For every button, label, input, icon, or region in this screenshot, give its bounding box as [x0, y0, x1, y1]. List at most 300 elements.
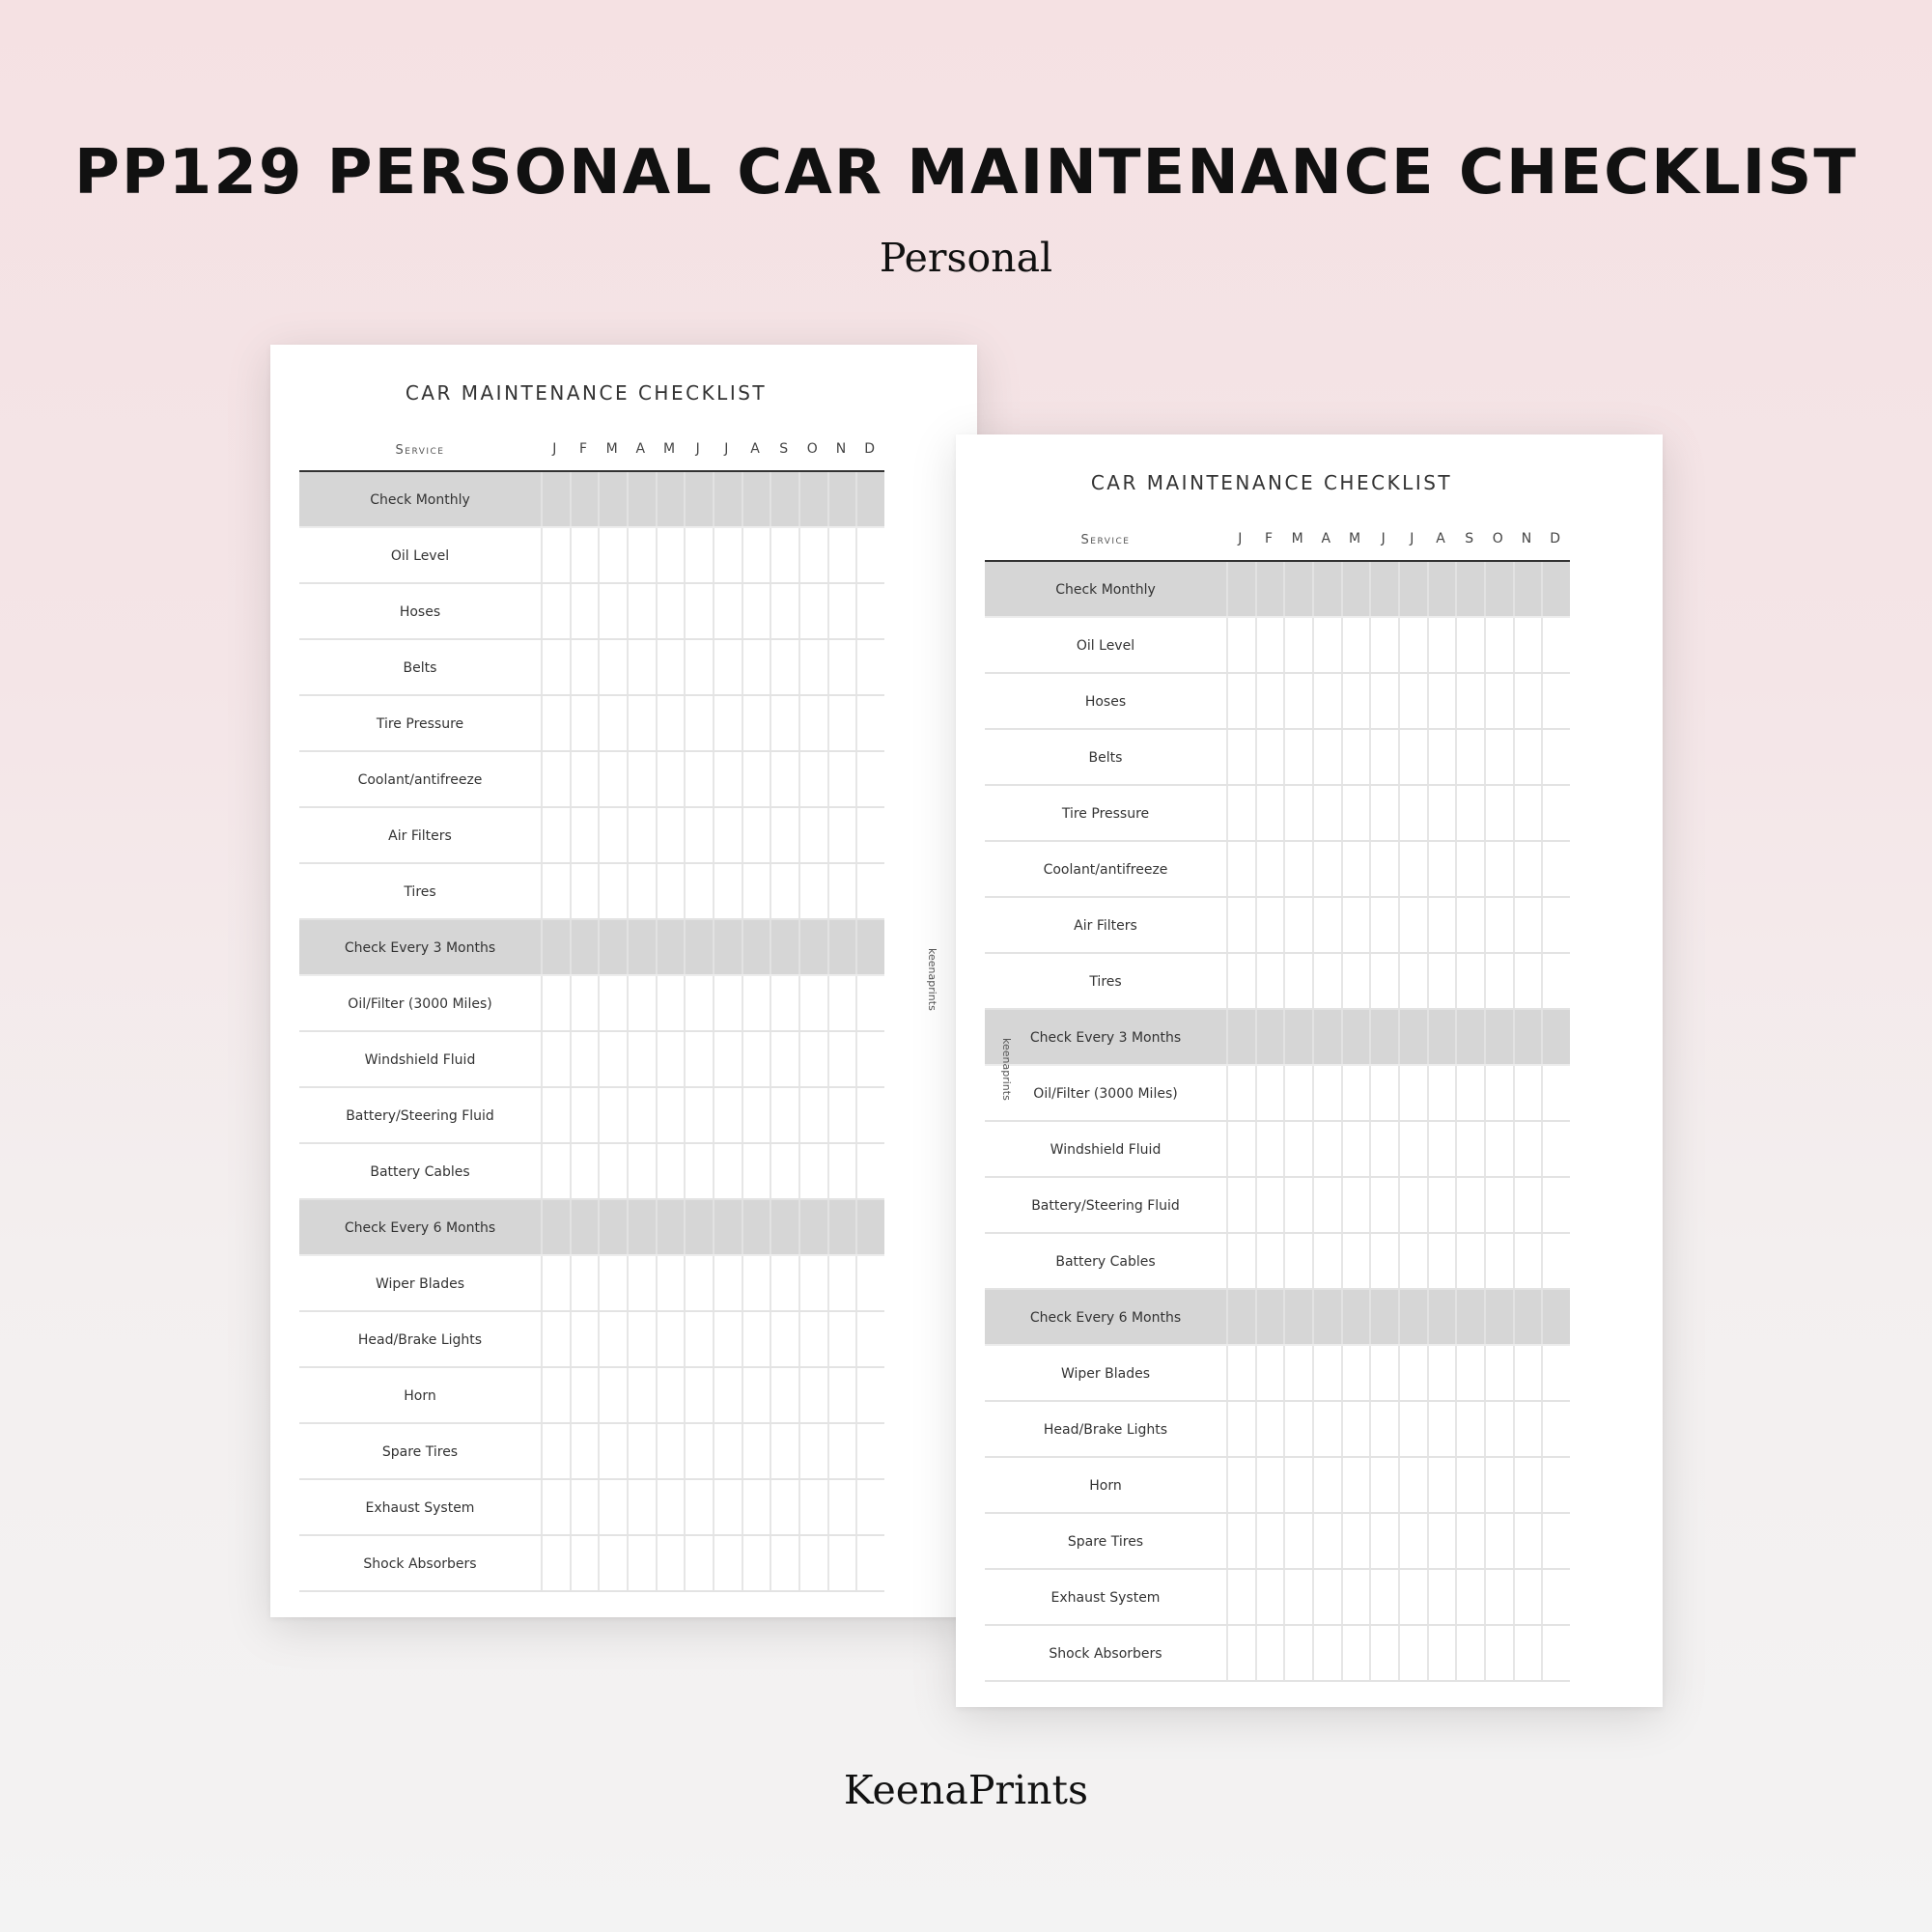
- checkbox-cell[interactable]: [1427, 618, 1456, 672]
- checkbox-cell[interactable]: [798, 864, 827, 918]
- checkbox-cell[interactable]: [1484, 730, 1513, 784]
- checkbox-cell[interactable]: [855, 640, 884, 694]
- checkbox-cell[interactable]: [1398, 786, 1427, 840]
- checkbox-cell[interactable]: [627, 1088, 656, 1142]
- checkbox-cell[interactable]: [1283, 786, 1312, 840]
- checkbox-cell[interactable]: [770, 1144, 798, 1198]
- checkbox-cell[interactable]: [1427, 1122, 1456, 1176]
- checkbox-cell[interactable]: [1369, 1178, 1398, 1232]
- checkbox-cell[interactable]: [1369, 1346, 1398, 1400]
- checkbox-cell[interactable]: [1283, 1178, 1312, 1232]
- checkbox-cell[interactable]: [684, 1312, 713, 1366]
- checkbox-cell[interactable]: [855, 584, 884, 638]
- checkbox-cell[interactable]: [1341, 1122, 1370, 1176]
- checkbox-cell[interactable]: [1398, 1178, 1427, 1232]
- checkbox-cell[interactable]: [684, 1536, 713, 1590]
- checkbox-cell[interactable]: [855, 864, 884, 918]
- checkbox-cell[interactable]: [827, 1032, 856, 1086]
- checkbox-cell[interactable]: [656, 1256, 685, 1310]
- checkbox-cell[interactable]: [713, 752, 742, 806]
- checkbox-cell[interactable]: [1541, 1346, 1570, 1400]
- checkbox-cell[interactable]: [1283, 1570, 1312, 1624]
- checkbox-cell[interactable]: [1369, 1458, 1398, 1512]
- checkbox-cell[interactable]: [627, 752, 656, 806]
- checkbox-cell[interactable]: [1226, 898, 1255, 952]
- checkbox-cell[interactable]: [827, 1256, 856, 1310]
- checkbox-cell[interactable]: [1226, 1514, 1255, 1568]
- checkbox-cell[interactable]: [713, 696, 742, 750]
- checkbox-cell[interactable]: [770, 808, 798, 862]
- checkbox-cell[interactable]: [1427, 1066, 1456, 1120]
- checkbox-cell[interactable]: [1427, 1234, 1456, 1288]
- checkbox-cell[interactable]: [1427, 674, 1456, 728]
- checkbox-cell[interactable]: [684, 1144, 713, 1198]
- checkbox-cell[interactable]: [1484, 842, 1513, 896]
- checkbox-cell[interactable]: [598, 752, 627, 806]
- checkbox-cell[interactable]: [598, 1480, 627, 1534]
- checkbox-cell[interactable]: [570, 584, 599, 638]
- checkbox-cell[interactable]: [598, 1256, 627, 1310]
- checkbox-cell[interactable]: [742, 1312, 770, 1366]
- checkbox-cell[interactable]: [1341, 1178, 1370, 1232]
- checkbox-cell[interactable]: [1541, 674, 1570, 728]
- checkbox-cell[interactable]: [1427, 1626, 1456, 1680]
- checkbox-cell[interactable]: [1455, 1402, 1484, 1456]
- checkbox-cell[interactable]: [1513, 786, 1542, 840]
- checkbox-cell[interactable]: [713, 1536, 742, 1590]
- checkbox-cell[interactable]: [684, 1480, 713, 1534]
- checkbox-cell[interactable]: [570, 1536, 599, 1590]
- checkbox-cell[interactable]: [798, 1256, 827, 1310]
- checkbox-cell[interactable]: [1255, 786, 1284, 840]
- checkbox-cell[interactable]: [627, 1144, 656, 1198]
- checkbox-cell[interactable]: [541, 1032, 570, 1086]
- checkbox-cell[interactable]: [570, 1480, 599, 1534]
- checkbox-cell[interactable]: [713, 1144, 742, 1198]
- checkbox-cell[interactable]: [1513, 1346, 1542, 1400]
- checkbox-cell[interactable]: [713, 1256, 742, 1310]
- checkbox-cell[interactable]: [570, 976, 599, 1030]
- checkbox-cell[interactable]: [827, 1368, 856, 1422]
- checkbox-cell[interactable]: [1541, 786, 1570, 840]
- checkbox-cell[interactable]: [742, 808, 770, 862]
- checkbox-cell[interactable]: [742, 1256, 770, 1310]
- checkbox-cell[interactable]: [1513, 1458, 1542, 1512]
- checkbox-cell[interactable]: [1255, 618, 1284, 672]
- checkbox-cell[interactable]: [1427, 730, 1456, 784]
- checkbox-cell[interactable]: [713, 1312, 742, 1366]
- checkbox-cell[interactable]: [570, 1256, 599, 1310]
- checkbox-cell[interactable]: [713, 584, 742, 638]
- checkbox-cell[interactable]: [1455, 730, 1484, 784]
- checkbox-cell[interactable]: [1369, 1570, 1398, 1624]
- checkbox-cell[interactable]: [1455, 618, 1484, 672]
- checkbox-cell[interactable]: [1283, 1514, 1312, 1568]
- checkbox-cell[interactable]: [1255, 1066, 1284, 1120]
- checkbox-cell[interactable]: [770, 864, 798, 918]
- checkbox-cell[interactable]: [1427, 954, 1456, 1008]
- checkbox-cell[interactable]: [656, 1424, 685, 1478]
- checkbox-cell[interactable]: [541, 808, 570, 862]
- checkbox-cell[interactable]: [1398, 1570, 1427, 1624]
- checkbox-cell[interactable]: [656, 752, 685, 806]
- checkbox-cell[interactable]: [1283, 1066, 1312, 1120]
- checkbox-cell[interactable]: [1341, 618, 1370, 672]
- checkbox-cell[interactable]: [627, 640, 656, 694]
- checkbox-cell[interactable]: [742, 752, 770, 806]
- checkbox-cell[interactable]: [1398, 1402, 1427, 1456]
- checkbox-cell[interactable]: [1226, 1122, 1255, 1176]
- checkbox-cell[interactable]: [656, 864, 685, 918]
- checkbox-cell[interactable]: [684, 584, 713, 638]
- checkbox-cell[interactable]: [1255, 954, 1284, 1008]
- checkbox-cell[interactable]: [1398, 618, 1427, 672]
- checkbox-cell[interactable]: [1226, 674, 1255, 728]
- checkbox-cell[interactable]: [1541, 1458, 1570, 1512]
- checkbox-cell[interactable]: [1484, 1458, 1513, 1512]
- checkbox-cell[interactable]: [570, 1312, 599, 1366]
- checkbox-cell[interactable]: [855, 696, 884, 750]
- checkbox-cell[interactable]: [1455, 842, 1484, 896]
- checkbox-cell[interactable]: [855, 1144, 884, 1198]
- checkbox-cell[interactable]: [1341, 842, 1370, 896]
- checkbox-cell[interactable]: [1398, 674, 1427, 728]
- checkbox-cell[interactable]: [1369, 786, 1398, 840]
- checkbox-cell[interactable]: [656, 640, 685, 694]
- checkbox-cell[interactable]: [570, 1424, 599, 1478]
- checkbox-cell[interactable]: [1341, 1066, 1370, 1120]
- checkbox-cell[interactable]: [541, 1368, 570, 1422]
- checkbox-cell[interactable]: [1541, 1066, 1570, 1120]
- checkbox-cell[interactable]: [713, 1032, 742, 1086]
- checkbox-cell[interactable]: [1369, 1626, 1398, 1680]
- checkbox-cell[interactable]: [1513, 1626, 1542, 1680]
- checkbox-cell[interactable]: [598, 1312, 627, 1366]
- checkbox-cell[interactable]: [770, 976, 798, 1030]
- checkbox-cell[interactable]: [1513, 898, 1542, 952]
- checkbox-cell[interactable]: [541, 1536, 570, 1590]
- checkbox-cell[interactable]: [684, 1256, 713, 1310]
- checkbox-cell[interactable]: [1513, 842, 1542, 896]
- checkbox-cell[interactable]: [1341, 1570, 1370, 1624]
- checkbox-cell[interactable]: [656, 1312, 685, 1366]
- checkbox-cell[interactable]: [1226, 1234, 1255, 1288]
- checkbox-cell[interactable]: [1255, 1402, 1284, 1456]
- checkbox-cell[interactable]: [1455, 674, 1484, 728]
- checkbox-cell[interactable]: [1541, 1234, 1570, 1288]
- checkbox-cell[interactable]: [1369, 1402, 1398, 1456]
- checkbox-cell[interactable]: [1312, 618, 1341, 672]
- checkbox-cell[interactable]: [1255, 1346, 1284, 1400]
- checkbox-cell[interactable]: [1541, 1514, 1570, 1568]
- checkbox-cell[interactable]: [1398, 730, 1427, 784]
- checkbox-cell[interactable]: [1455, 898, 1484, 952]
- checkbox-cell[interactable]: [598, 976, 627, 1030]
- checkbox-cell[interactable]: [1226, 1066, 1255, 1120]
- checkbox-cell[interactable]: [541, 752, 570, 806]
- checkbox-cell[interactable]: [684, 1424, 713, 1478]
- checkbox-cell[interactable]: [570, 1032, 599, 1086]
- checkbox-cell[interactable]: [770, 640, 798, 694]
- checkbox-cell[interactable]: [713, 528, 742, 582]
- checkbox-cell[interactable]: [827, 1088, 856, 1142]
- checkbox-cell[interactable]: [742, 528, 770, 582]
- checkbox-cell[interactable]: [598, 1368, 627, 1422]
- checkbox-cell[interactable]: [1484, 674, 1513, 728]
- checkbox-cell[interactable]: [770, 1536, 798, 1590]
- checkbox-cell[interactable]: [656, 1032, 685, 1086]
- checkbox-cell[interactable]: [1341, 1346, 1370, 1400]
- checkbox-cell[interactable]: [713, 808, 742, 862]
- checkbox-cell[interactable]: [1398, 1234, 1427, 1288]
- checkbox-cell[interactable]: [855, 1368, 884, 1422]
- checkbox-cell[interactable]: [1283, 1402, 1312, 1456]
- checkbox-cell[interactable]: [1398, 842, 1427, 896]
- checkbox-cell[interactable]: [684, 696, 713, 750]
- checkbox-cell[interactable]: [827, 1536, 856, 1590]
- checkbox-cell[interactable]: [570, 640, 599, 694]
- checkbox-cell[interactable]: [1484, 1066, 1513, 1120]
- checkbox-cell[interactable]: [742, 640, 770, 694]
- checkbox-cell[interactable]: [855, 1480, 884, 1534]
- checkbox-cell[interactable]: [1255, 1458, 1284, 1512]
- checkbox-cell[interactable]: [598, 1424, 627, 1478]
- checkbox-cell[interactable]: [684, 976, 713, 1030]
- checkbox-cell[interactable]: [1369, 954, 1398, 1008]
- checkbox-cell[interactable]: [1455, 1122, 1484, 1176]
- checkbox-cell[interactable]: [1427, 842, 1456, 896]
- checkbox-cell[interactable]: [1427, 1346, 1456, 1400]
- checkbox-cell[interactable]: [598, 1144, 627, 1198]
- checkbox-cell[interactable]: [541, 976, 570, 1030]
- checkbox-cell[interactable]: [1541, 1570, 1570, 1624]
- checkbox-cell[interactable]: [742, 1144, 770, 1198]
- checkbox-cell[interactable]: [598, 640, 627, 694]
- checkbox-cell[interactable]: [1226, 730, 1255, 784]
- checkbox-cell[interactable]: [684, 528, 713, 582]
- checkbox-cell[interactable]: [798, 752, 827, 806]
- checkbox-cell[interactable]: [770, 1032, 798, 1086]
- checkbox-cell[interactable]: [1255, 730, 1284, 784]
- checkbox-cell[interactable]: [1541, 1178, 1570, 1232]
- checkbox-cell[interactable]: [713, 1480, 742, 1534]
- checkbox-cell[interactable]: [541, 528, 570, 582]
- checkbox-cell[interactable]: [1484, 786, 1513, 840]
- checkbox-cell[interactable]: [627, 584, 656, 638]
- checkbox-cell[interactable]: [627, 864, 656, 918]
- checkbox-cell[interactable]: [656, 1368, 685, 1422]
- checkbox-cell[interactable]: [713, 1368, 742, 1422]
- checkbox-cell[interactable]: [656, 528, 685, 582]
- checkbox-cell[interactable]: [1455, 1514, 1484, 1568]
- checkbox-cell[interactable]: [855, 1088, 884, 1142]
- checkbox-cell[interactable]: [1226, 1570, 1255, 1624]
- checkbox-cell[interactable]: [570, 528, 599, 582]
- checkbox-cell[interactable]: [798, 1032, 827, 1086]
- checkbox-cell[interactable]: [827, 1312, 856, 1366]
- checkbox-cell[interactable]: [770, 1480, 798, 1534]
- checkbox-cell[interactable]: [541, 1256, 570, 1310]
- checkbox-cell[interactable]: [1341, 954, 1370, 1008]
- checkbox-cell[interactable]: [855, 1032, 884, 1086]
- checkbox-cell[interactable]: [598, 696, 627, 750]
- checkbox-cell[interactable]: [1312, 1346, 1341, 1400]
- checkbox-cell[interactable]: [627, 1480, 656, 1534]
- checkbox-cell[interactable]: [1312, 1626, 1341, 1680]
- checkbox-cell[interactable]: [798, 1088, 827, 1142]
- checkbox-cell[interactable]: [1484, 618, 1513, 672]
- checkbox-cell[interactable]: [684, 808, 713, 862]
- checkbox-cell[interactable]: [1341, 1234, 1370, 1288]
- checkbox-cell[interactable]: [742, 696, 770, 750]
- checkbox-cell[interactable]: [798, 640, 827, 694]
- checkbox-cell[interactable]: [1283, 842, 1312, 896]
- checkbox-cell[interactable]: [656, 1088, 685, 1142]
- checkbox-cell[interactable]: [1484, 1346, 1513, 1400]
- checkbox-cell[interactable]: [798, 1536, 827, 1590]
- checkbox-cell[interactable]: [1455, 1346, 1484, 1400]
- checkbox-cell[interactable]: [1427, 1514, 1456, 1568]
- checkbox-cell[interactable]: [855, 1536, 884, 1590]
- checkbox-cell[interactable]: [570, 1088, 599, 1142]
- checkbox-cell[interactable]: [1255, 1178, 1284, 1232]
- checkbox-cell[interactable]: [827, 584, 856, 638]
- checkbox-cell[interactable]: [798, 976, 827, 1030]
- checkbox-cell[interactable]: [827, 976, 856, 1030]
- checkbox-cell[interactable]: [855, 752, 884, 806]
- checkbox-cell[interactable]: [1283, 954, 1312, 1008]
- checkbox-cell[interactable]: [1484, 1570, 1513, 1624]
- checkbox-cell[interactable]: [1541, 954, 1570, 1008]
- checkbox-cell[interactable]: [1312, 1122, 1341, 1176]
- checkbox-cell[interactable]: [598, 528, 627, 582]
- checkbox-cell[interactable]: [1541, 618, 1570, 672]
- checkbox-cell[interactable]: [1283, 1122, 1312, 1176]
- checkbox-cell[interactable]: [684, 864, 713, 918]
- checkbox-cell[interactable]: [684, 752, 713, 806]
- checkbox-cell[interactable]: [598, 1088, 627, 1142]
- checkbox-cell[interactable]: [1455, 1066, 1484, 1120]
- checkbox-cell[interactable]: [1341, 1458, 1370, 1512]
- checkbox-cell[interactable]: [1283, 730, 1312, 784]
- checkbox-cell[interactable]: [770, 752, 798, 806]
- checkbox-cell[interactable]: [1283, 1458, 1312, 1512]
- checkbox-cell[interactable]: [770, 528, 798, 582]
- checkbox-cell[interactable]: [1312, 730, 1341, 784]
- checkbox-cell[interactable]: [1226, 1458, 1255, 1512]
- checkbox-cell[interactable]: [541, 696, 570, 750]
- checkbox-cell[interactable]: [1369, 674, 1398, 728]
- checkbox-cell[interactable]: [855, 528, 884, 582]
- checkbox-cell[interactable]: [1427, 1458, 1456, 1512]
- checkbox-cell[interactable]: [1369, 1514, 1398, 1568]
- checkbox-cell[interactable]: [570, 752, 599, 806]
- checkbox-cell[interactable]: [1312, 786, 1341, 840]
- checkbox-cell[interactable]: [541, 1088, 570, 1142]
- checkbox-cell[interactable]: [541, 1424, 570, 1478]
- checkbox-cell[interactable]: [598, 584, 627, 638]
- checkbox-cell[interactable]: [827, 808, 856, 862]
- checkbox-cell[interactable]: [742, 976, 770, 1030]
- checkbox-cell[interactable]: [798, 528, 827, 582]
- checkbox-cell[interactable]: [1369, 1066, 1398, 1120]
- checkbox-cell[interactable]: [1255, 674, 1284, 728]
- checkbox-cell[interactable]: [1513, 954, 1542, 1008]
- checkbox-cell[interactable]: [598, 864, 627, 918]
- checkbox-cell[interactable]: [1341, 1626, 1370, 1680]
- checkbox-cell[interactable]: [1513, 674, 1542, 728]
- checkbox-cell[interactable]: [1484, 898, 1513, 952]
- checkbox-cell[interactable]: [684, 1088, 713, 1142]
- checkbox-cell[interactable]: [656, 1536, 685, 1590]
- checkbox-cell[interactable]: [827, 640, 856, 694]
- checkbox-cell[interactable]: [798, 584, 827, 638]
- checkbox-cell[interactable]: [798, 808, 827, 862]
- checkbox-cell[interactable]: [627, 808, 656, 862]
- checkbox-cell[interactable]: [1427, 1402, 1456, 1456]
- checkbox-cell[interactable]: [855, 808, 884, 862]
- checkbox-cell[interactable]: [598, 1536, 627, 1590]
- checkbox-cell[interactable]: [656, 808, 685, 862]
- checkbox-cell[interactable]: [742, 1368, 770, 1422]
- checkbox-cell[interactable]: [1312, 842, 1341, 896]
- checkbox-cell[interactable]: [770, 1256, 798, 1310]
- checkbox-cell[interactable]: [570, 696, 599, 750]
- checkbox-cell[interactable]: [770, 696, 798, 750]
- checkbox-cell[interactable]: [1455, 1234, 1484, 1288]
- checkbox-cell[interactable]: [627, 1536, 656, 1590]
- checkbox-cell[interactable]: [855, 1312, 884, 1366]
- checkbox-cell[interactable]: [656, 976, 685, 1030]
- checkbox-cell[interactable]: [1541, 898, 1570, 952]
- checkbox-cell[interactable]: [656, 1480, 685, 1534]
- checkbox-cell[interactable]: [1455, 786, 1484, 840]
- checkbox-cell[interactable]: [570, 808, 599, 862]
- checkbox-cell[interactable]: [1513, 1122, 1542, 1176]
- checkbox-cell[interactable]: [1341, 674, 1370, 728]
- checkbox-cell[interactable]: [770, 1368, 798, 1422]
- checkbox-cell[interactable]: [1255, 1122, 1284, 1176]
- checkbox-cell[interactable]: [1312, 954, 1341, 1008]
- checkbox-cell[interactable]: [1312, 1178, 1341, 1232]
- checkbox-cell[interactable]: [1541, 1626, 1570, 1680]
- checkbox-cell[interactable]: [1312, 1234, 1341, 1288]
- checkbox-cell[interactable]: [1427, 786, 1456, 840]
- checkbox-cell[interactable]: [1455, 1178, 1484, 1232]
- checkbox-cell[interactable]: [656, 1144, 685, 1198]
- checkbox-cell[interactable]: [570, 864, 599, 918]
- checkbox-cell[interactable]: [827, 528, 856, 582]
- checkbox-cell[interactable]: [1226, 842, 1255, 896]
- checkbox-cell[interactable]: [1455, 1570, 1484, 1624]
- checkbox-cell[interactable]: [1513, 1402, 1542, 1456]
- checkbox-cell[interactable]: [855, 976, 884, 1030]
- checkbox-cell[interactable]: [742, 584, 770, 638]
- checkbox-cell[interactable]: [1484, 1178, 1513, 1232]
- checkbox-cell[interactable]: [1283, 618, 1312, 672]
- checkbox-cell[interactable]: [1341, 786, 1370, 840]
- checkbox-cell[interactable]: [1398, 954, 1427, 1008]
- checkbox-cell[interactable]: [570, 1368, 599, 1422]
- checkbox-cell[interactable]: [570, 1144, 599, 1198]
- checkbox-cell[interactable]: [1427, 1570, 1456, 1624]
- checkbox-cell[interactable]: [742, 1480, 770, 1534]
- checkbox-cell[interactable]: [1513, 618, 1542, 672]
- checkbox-cell[interactable]: [1283, 1346, 1312, 1400]
- checkbox-cell[interactable]: [541, 1480, 570, 1534]
- checkbox-cell[interactable]: [684, 640, 713, 694]
- checkbox-cell[interactable]: [1226, 618, 1255, 672]
